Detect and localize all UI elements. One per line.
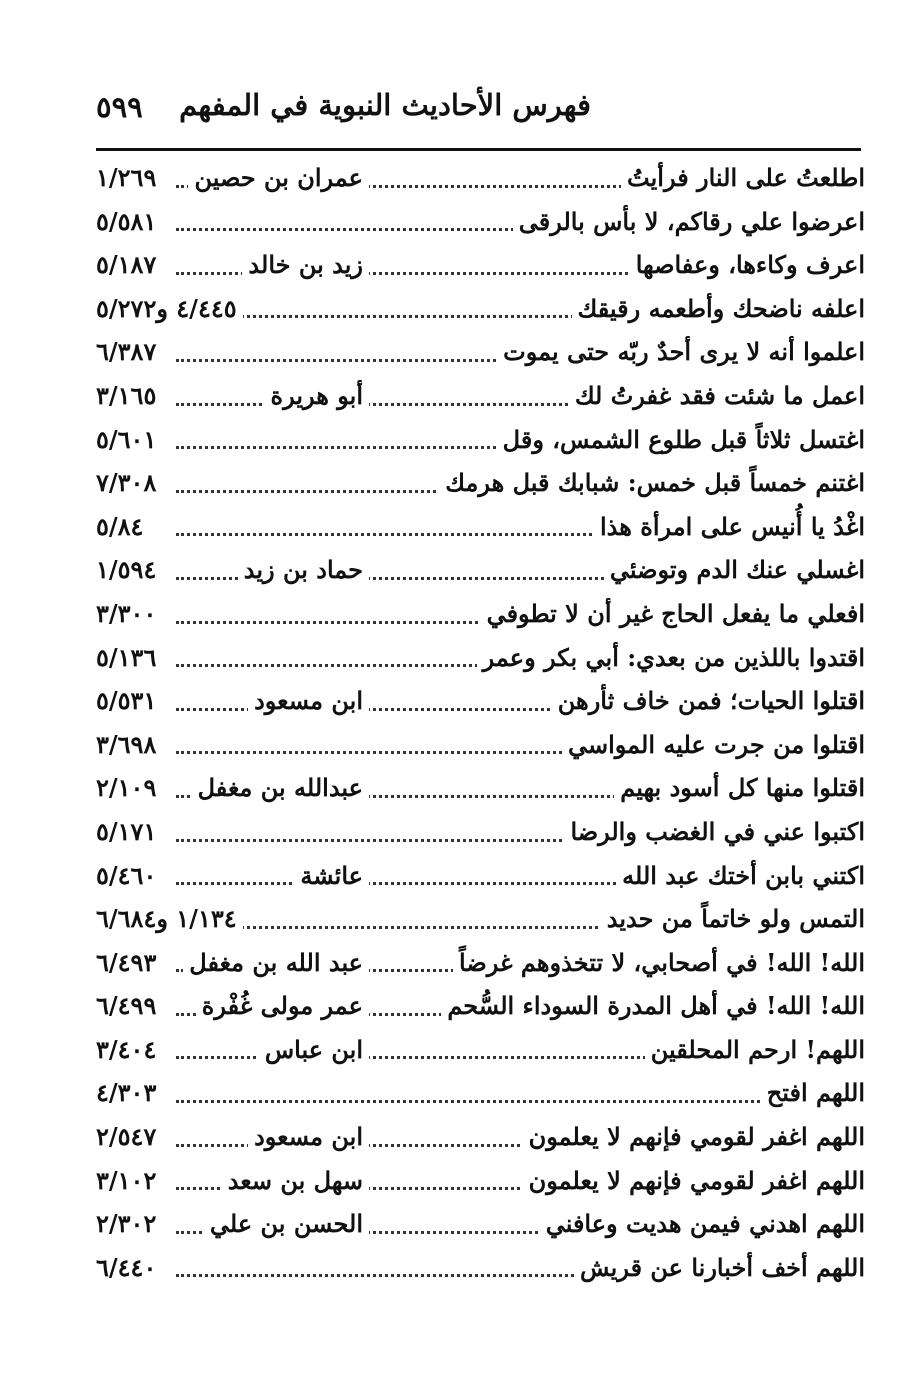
volume-page-ref: ٥/٤٦٠ xyxy=(96,854,162,898)
hadith-text: اعرضوا علي رقاكم، لا بأس بالرقى xyxy=(513,200,865,244)
volume-page-ref: ٣/١٠٢ xyxy=(96,1159,162,1203)
volume-page-ref: ٥/١٧١ xyxy=(96,810,162,854)
volume-page-ref: ٦/٤٩٩ xyxy=(96,984,162,1028)
volume-page-ref: ٣/٣٠٠ xyxy=(96,592,162,636)
index-entry xyxy=(96,243,865,287)
narrator-name: عبدالله بن مغفل xyxy=(192,766,369,810)
index-entry xyxy=(96,1071,865,1115)
volume-page-ref: ٢/١٠٩ xyxy=(96,766,162,810)
hadith-text: اغْدُ يا أُنيس على امرأة هذا xyxy=(594,505,865,549)
volume-page-ref: ٣/٦٩٨ xyxy=(96,723,162,767)
volume-page-ref: ٤/٤٤٥ و٥/٢٧٢ xyxy=(96,287,243,331)
index-entry xyxy=(96,156,865,200)
index-entry xyxy=(96,984,865,1028)
index-entry xyxy=(96,1115,865,1159)
index-entry xyxy=(96,723,865,767)
index-entry xyxy=(96,374,865,418)
hadith-text: الله! الله! في أصحابي، لا تتخذوهم غرضاً xyxy=(453,941,865,985)
index-entry xyxy=(96,330,865,374)
hadith-text: اقتدوا باللذين من بعدي: أبي بكر وعمر xyxy=(477,636,865,680)
hadith-text: اقتلوا منها كل أسود بهيم xyxy=(614,766,865,810)
hadith-text: اقتلوا الحيات؛ فمن خاف ثأرهن xyxy=(552,679,865,723)
index-entry xyxy=(96,418,865,462)
hadith-text: اغتسل ثلاثاً قبل طلوع الشمس، وقل xyxy=(497,418,865,462)
hadith-text: الله! الله! في أهل المدرة السوداء السُّحم xyxy=(441,984,865,1028)
hadith-text: اقتلوا من جرت عليه المواسي xyxy=(562,723,865,767)
volume-page-ref: ١/٢٦٩ xyxy=(96,156,162,200)
volume-page-ref: ٦/٣٨٧ xyxy=(96,330,162,374)
index-entry xyxy=(96,461,865,505)
narrator-name: حماد بن زيد xyxy=(238,548,369,592)
index-entry xyxy=(96,897,865,941)
hadith-text: اللهم اغفر لقومي فإنهم لا يعلمون xyxy=(523,1115,865,1159)
index-entry xyxy=(96,1246,865,1290)
index-entry xyxy=(96,287,865,331)
volume-page-ref: ٣/١٦٥ xyxy=(96,374,162,418)
page-title: فهرس الأحاديث النبوية في المفهم xyxy=(179,88,591,122)
narrator-name: ابن عباس xyxy=(259,1028,369,1072)
volume-page-ref: ٢/٥٤٧ xyxy=(96,1115,162,1159)
narrator-name: عمران بن حصين xyxy=(188,156,369,200)
hadith-text: اغسلي عنك الدم وتوضئي xyxy=(604,548,865,592)
hadith-text: افعلي ما يفعل الحاج غير أن لا تطوفي xyxy=(481,592,865,636)
index-entry xyxy=(96,854,865,898)
volume-page-ref: ١/٥٩٤ xyxy=(96,548,162,592)
narrator-name: ابن مسعود xyxy=(248,679,369,723)
hadith-text: اعلموا أنه لا يرى أحدٌ ربّه حتى يموت xyxy=(497,330,865,374)
header-rule xyxy=(96,148,861,151)
narrator-name: ابن مسعود xyxy=(248,1115,369,1159)
volume-page-ref: ٢/٣٠٢ xyxy=(96,1202,162,1246)
hadith-text: اكتني بابن أختك عبد الله xyxy=(616,854,865,898)
index-entry xyxy=(96,1202,865,1246)
narrator-name: سهل بن سعد xyxy=(222,1159,369,1203)
hadith-text: اطلعتُ على النار فرأيتُ xyxy=(621,156,865,200)
volume-page-ref: ١/١٣٤ و٦/٦٨٤ xyxy=(96,897,243,941)
hadith-text: اللهم اغفر لقومي فإنهم لا يعلمون xyxy=(523,1159,865,1203)
volume-page-ref: ٥/٥٣١ xyxy=(96,679,162,723)
volume-page-ref: ٤/٣٠٣ xyxy=(96,1071,162,1115)
hadith-text: اللهم! ارحم المحلقين xyxy=(645,1028,865,1072)
narrator-name: أبو هريرة xyxy=(265,374,370,418)
index-entry xyxy=(96,636,865,680)
index-entry xyxy=(96,505,865,549)
narrator-name: الحسن بن علي xyxy=(204,1202,369,1246)
index-entry xyxy=(96,941,865,985)
index-entry xyxy=(96,548,865,592)
hadith-index-list xyxy=(96,156,865,1289)
page-header xyxy=(96,88,861,134)
hadith-text: اللهم أخف أخبارنا عن قريش xyxy=(574,1246,865,1290)
volume-page-ref: ٧/٣٠٨ xyxy=(96,461,162,505)
hadith-text: اكتبوا عني في الغضب والرضا xyxy=(564,810,865,854)
volume-page-ref: ٥/٨٤ xyxy=(96,505,149,549)
index-entry xyxy=(96,200,865,244)
volume-page-ref: ٥/٦٠١ xyxy=(96,418,162,462)
volume-page-ref: ٥/١٣٦ xyxy=(96,636,162,680)
index-entry xyxy=(96,810,865,854)
hadith-text: اللهم افتح xyxy=(761,1071,865,1115)
index-entry xyxy=(96,1028,865,1072)
narrator-name: عبد الله بن مغفل xyxy=(183,941,369,985)
volume-page-ref: ٦/٤٩٣ xyxy=(96,941,162,985)
hadith-text: التمس ولو خاتماً من حديد xyxy=(601,897,865,941)
narrator-name: عمر مولى غُفْرة xyxy=(196,984,369,1028)
volume-page-ref: ٣/٤٠٤ xyxy=(96,1028,162,1072)
hadith-text: اغتنم خمساً قبل خمس: شبابك قبل هرمك xyxy=(439,461,865,505)
volume-page-ref: ٥/٥٨١ xyxy=(96,200,162,244)
narrator-name: زيد بن خالد xyxy=(242,243,369,287)
hadith-text: اللهم اهدني فيمن هديت وعافني xyxy=(540,1202,865,1246)
hadith-text: اعلفه ناضحك وأطعمه رقيقك xyxy=(572,287,865,331)
index-entry xyxy=(96,592,865,636)
narrator-name: عائشة xyxy=(294,854,369,898)
index-entry xyxy=(96,679,865,723)
hadith-text: اعمل ما شئت فقد غفرتُ لك xyxy=(569,374,865,418)
volume-page-ref: ٥/١٨٧ xyxy=(96,243,162,287)
index-entry xyxy=(96,766,865,810)
leader-dots xyxy=(176,1100,825,1103)
page-number: ٥٩٩ xyxy=(96,90,143,124)
index-entry xyxy=(96,1159,865,1203)
hadith-text: اعرف وكاءها، وعفاصها xyxy=(630,243,865,287)
volume-page-ref: ٦/٤٤٠ xyxy=(96,1246,162,1290)
